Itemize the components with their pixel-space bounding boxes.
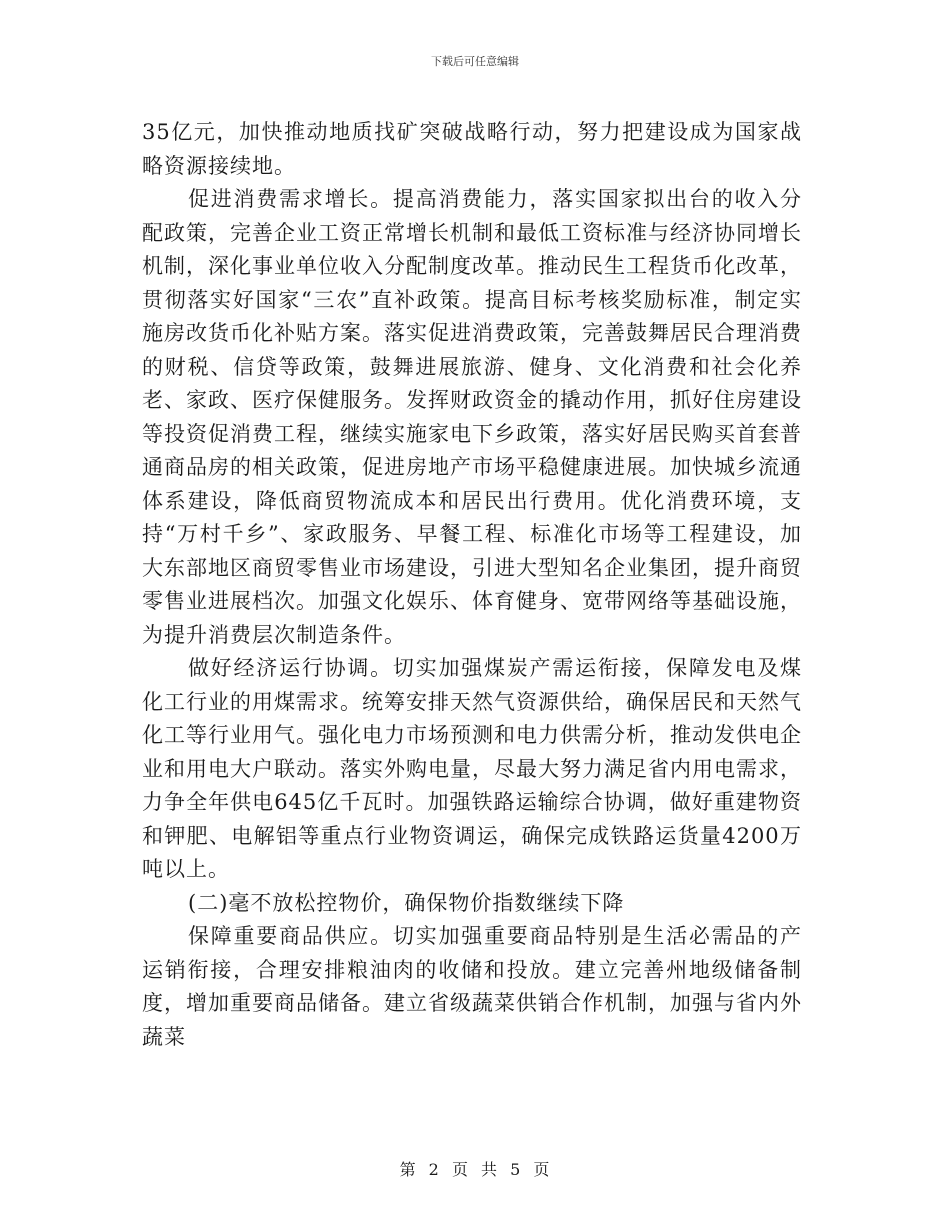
paragraph-consumption-demand: 促进消费需求增长。提高消费能力，落实国家拟出台的收入分配政策，完善企业工资正常增长机制和最低工资标准与经济协同增长机制，深化事业单位收入分配制度改革。推动民生工程货币化改革，贯彻落实好国家“三农”直补政策。提高目标考核奖励标准，制定实施房改货币化补贴方案。落实促进消费政策，完善鼓舞居民合理消费的财税、信贷等政策，鼓舞进展旅游、健身、文化消费和社会化养老、家政、医疗保健服务。发挥财政资金的撬动作用，抓好住房建设等投资促消费工程，继续实施家电下乡政策，落实好居民购买首套普通商品房的相关政策，促进房地产市场平稳健康进展。加快城乡流通体系建设，降低商贸物流成本和居民出行费用。优化消费环境，支持“万村千乡”、家政服务、早餐工程、标准化市场等工程建设，加大东部地区商贸零售业市场建设，引进大型知名企业集团，提升商贸零售业进展档次。加强文化娱乐、体育健身、宽带网络等基础设施，为提升消费层次制造条件。	[142, 187, 802, 647]
paragraph-commodity-supply: 保障重要商品供应。切实加强重要商品特别是生活必需品的产运销衔接，合理安排粮油肉的收储和投放。建立完善州地级储备制度，增加重要商品储备。建立省级蔬菜供销合作机制，加强与省内外蔬菜	[142, 924, 802, 1049]
page-number-footer: 第 2 页 共 5 页	[399, 1160, 551, 1179]
page-header-note: 下载后可任意编辑	[431, 55, 519, 68]
section-heading-price-control: (二)毫不放松控物价，确保物价指数继续下降	[188, 890, 625, 915]
document-body	[142, 116, 802, 1054]
paragraph-economic-coordination: 做好经济运行协调。切实加强煤炭产需运衔接，保障发电及煤化工行业的用煤需求。统筹安排天然气资源供给，确保居民和天然气化工等行业用气。强化电力市场预测和电力供需分析，推动发供电企业和用电大户联动。落实外购电量，尽最大努力满足省内用电需求，力争全年供电645亿千瓦时。加强铁路运输综合协调，做好重建物资和钾肥、电解铝等重点行业物资调运，确保完成铁路运货量4200万吨以上。	[142, 656, 802, 881]
paragraph-continuation: 35亿元，加快推动地质找矿突破战略行动，努力把建设成为国家战略资源接续地。	[142, 120, 802, 178]
